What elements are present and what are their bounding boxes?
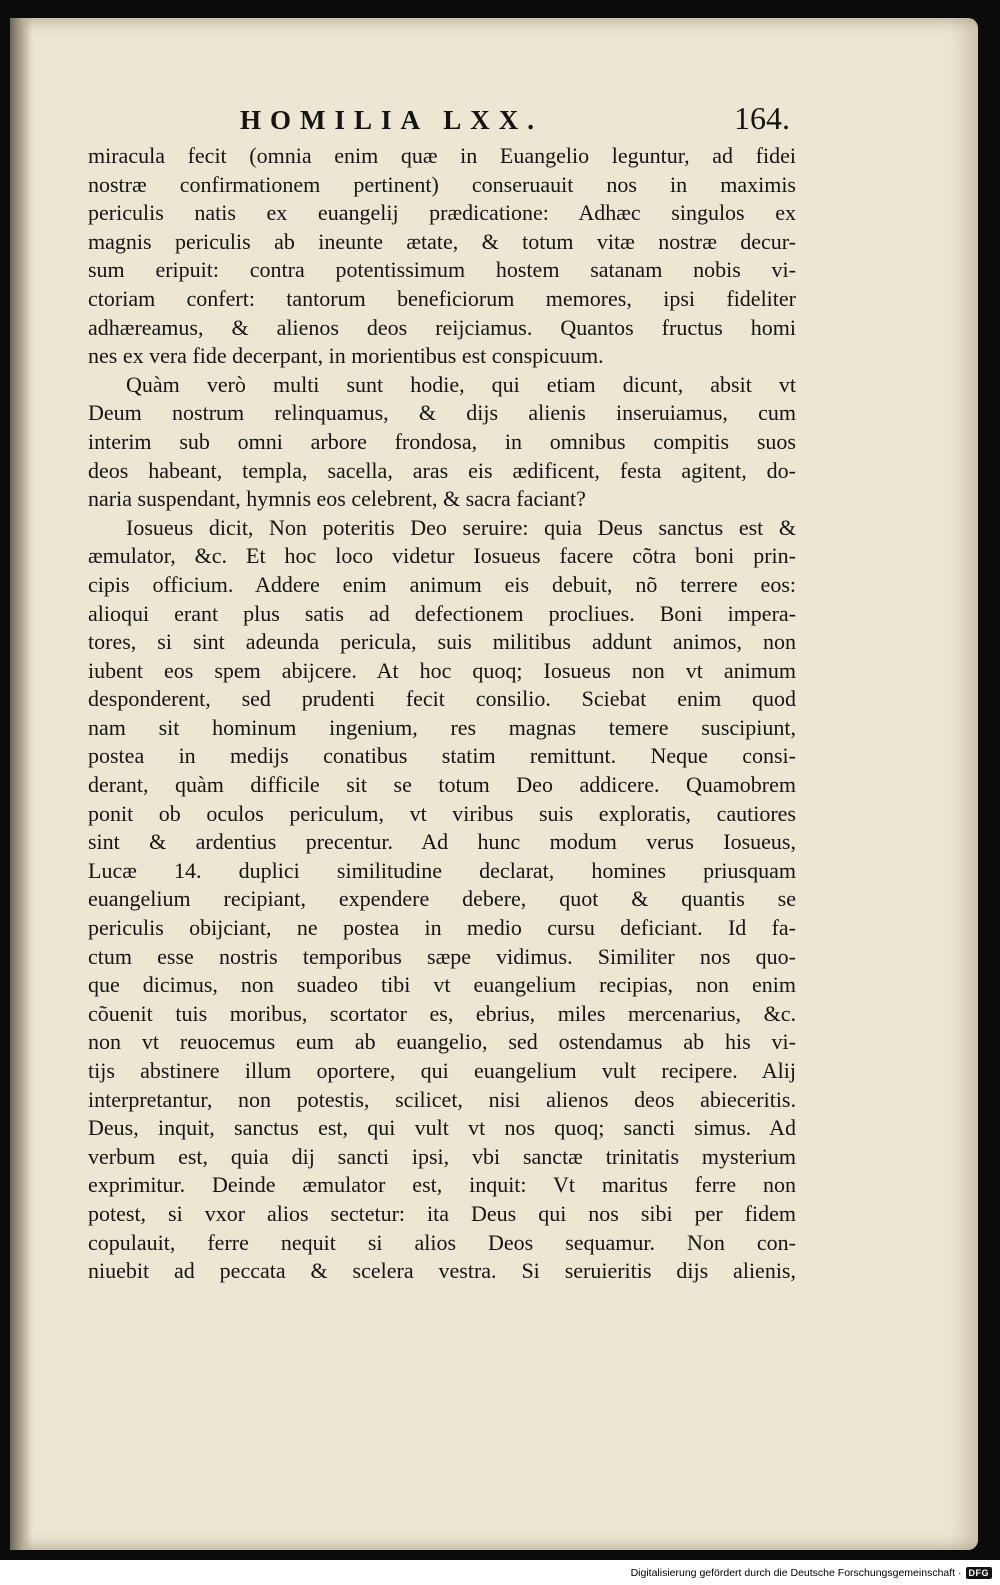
text-line: periculis obijciant, ne postea in medio cursu deficiant. Id fa- bbox=[88, 915, 796, 941]
text-line: desponderent, sed prudenti fecit consilio. Sciebat enim quod bbox=[88, 686, 796, 712]
text-line: non vt reuocemus eum ab euangelio, sed ostendamus ab his vi- bbox=[88, 1029, 796, 1055]
text-line: interim sub omni arbore frondosa, in omnibus compitis suos bbox=[88, 428, 796, 454]
text-line: sint & ardentius precentur. Ad hunc modum verus Iosueus, bbox=[88, 829, 796, 855]
text-line: deos habeant, templa, sacella, aras eis ædificent, festa agitent, do- bbox=[88, 457, 796, 483]
text-line: magnis periculis ab ineunte ætate, & totum vitæ nostræ decur- bbox=[88, 228, 796, 254]
text-line: miracula fecit (omnia enim quæ in Euangelio leguntur, ad fidei bbox=[88, 143, 796, 168]
text-line: iubent eos spem abijcere. At hoc quoq; Iosueus non vt animum bbox=[88, 657, 796, 683]
text-line: exprimitur. Deinde æmulator est, inquit: Vt maritus ferre non bbox=[88, 1172, 796, 1198]
text-line: sum eripuit: contra potentissimum hostem satanam nobis vi- bbox=[88, 257, 796, 283]
text-line: Quàm verò multi sunt hodie, qui etiam dicunt, absit vt bbox=[126, 371, 796, 397]
text-line: que dicimus, non suadeo tibi vt euangelium recipias, non enim bbox=[88, 972, 796, 998]
text-line: tijs abstinere illum oportere, qui euangelium vult recipere. Alij bbox=[88, 1058, 796, 1083]
text-line: niuebit ad peccata & scelera vestra. Si seruieritis dijs alienis, bbox=[88, 1258, 796, 1284]
text-line: alioqui erant plus satis ad defectionem procliues. Boni impera- bbox=[88, 600, 796, 626]
text-line: copulauit, ferre nequit si alios Deos sequamur. Non con- bbox=[88, 1229, 796, 1255]
text-line: nes ex vera fide decerpant, in morientibus est conspicuum. bbox=[88, 343, 604, 369]
folio-number: 164. bbox=[734, 100, 790, 136]
text-line: ctoriam confert: tantorum beneficiorum memores, ipsi fideliter bbox=[88, 285, 796, 311]
text-line: Iosueus dicit, Non poteritis Deo seruire: quia Deus sanctus est & bbox=[126, 514, 796, 540]
text-line: cipis officium. Addere enim animum eis debuit, nõ terrere eos: bbox=[88, 571, 796, 597]
text-block bbox=[88, 142, 796, 1286]
text-line: Deum nostrum relinquamus, & dijs alienis inseruiamus, cum bbox=[88, 400, 796, 426]
text-line: euangelium recipiant, expendere debere, quot & quantis se bbox=[88, 886, 796, 912]
text-line: interpretantur, non potestis, scilicet, nisi alienos deos abieceritis. bbox=[88, 1086, 796, 1112]
running-title: HOMILIA LXX. bbox=[240, 105, 544, 135]
dfg-logo: DFG bbox=[966, 1567, 993, 1579]
text-line: naria suspendant, hymnis eos celebrent, & sacra faciant? bbox=[88, 486, 586, 512]
text-line: æmulator, &c. Et hoc loco videtur Iosueus facere cõtra boni prin- bbox=[88, 543, 796, 569]
text-line: Deus, inquit, sanctus est, qui vult vt nos quoq; sancti simus. Ad bbox=[88, 1115, 796, 1141]
text-line: nam sit hominum ingenium, res magnas temere suscipiunt, bbox=[88, 714, 796, 740]
footer-bar bbox=[0, 1560, 1000, 1585]
text-line: tores, si sint adeunda pericula, suis militibus addunt animos, non bbox=[88, 629, 796, 655]
text-line: Lucæ 14. duplici similitudine declarat, homines priusquam bbox=[88, 857, 796, 883]
text-line: ponit ob oculos periculum, vt viribus suis exploratis, cautiores bbox=[88, 800, 796, 826]
text-line: adhæreamus, & alienos deos reijciamus. Quantos fructus homi bbox=[88, 314, 796, 340]
text-line: nostræ confirmationem pertinent) conseruauit nos in maximis bbox=[88, 171, 796, 197]
text-line: ctum esse nostris temporibus sæpe vidimus. Similiter nos quo- bbox=[88, 943, 796, 969]
text-line: postea in medijs conatibus statim remittunt. Neque consi- bbox=[88, 743, 796, 769]
dfg-credit: Digitalisierung gefördert durch die Deutsche Forschungsgemeinschaft · bbox=[630, 1566, 962, 1579]
text-line: derant, quàm difficile sit se totum Deo addicere. Quamobrem bbox=[88, 772, 796, 798]
text-line: cõuenit tuis moribus, scortator es, ebrius, miles mercenarius, &c. bbox=[88, 1000, 796, 1026]
page-gutter bbox=[10, 18, 32, 1550]
text-line: periculis natis ex euangelij prædicatione: Adhæc singulos ex bbox=[88, 200, 796, 226]
text-line: verbum est, quia dij sancti ipsi, vbi sanctæ trinitatis mysterium bbox=[88, 1143, 796, 1169]
running-head bbox=[90, 100, 790, 137]
text-line: potest, si vxor alios sectetur: ita Deus qui nos sibi per fidem bbox=[88, 1200, 796, 1226]
